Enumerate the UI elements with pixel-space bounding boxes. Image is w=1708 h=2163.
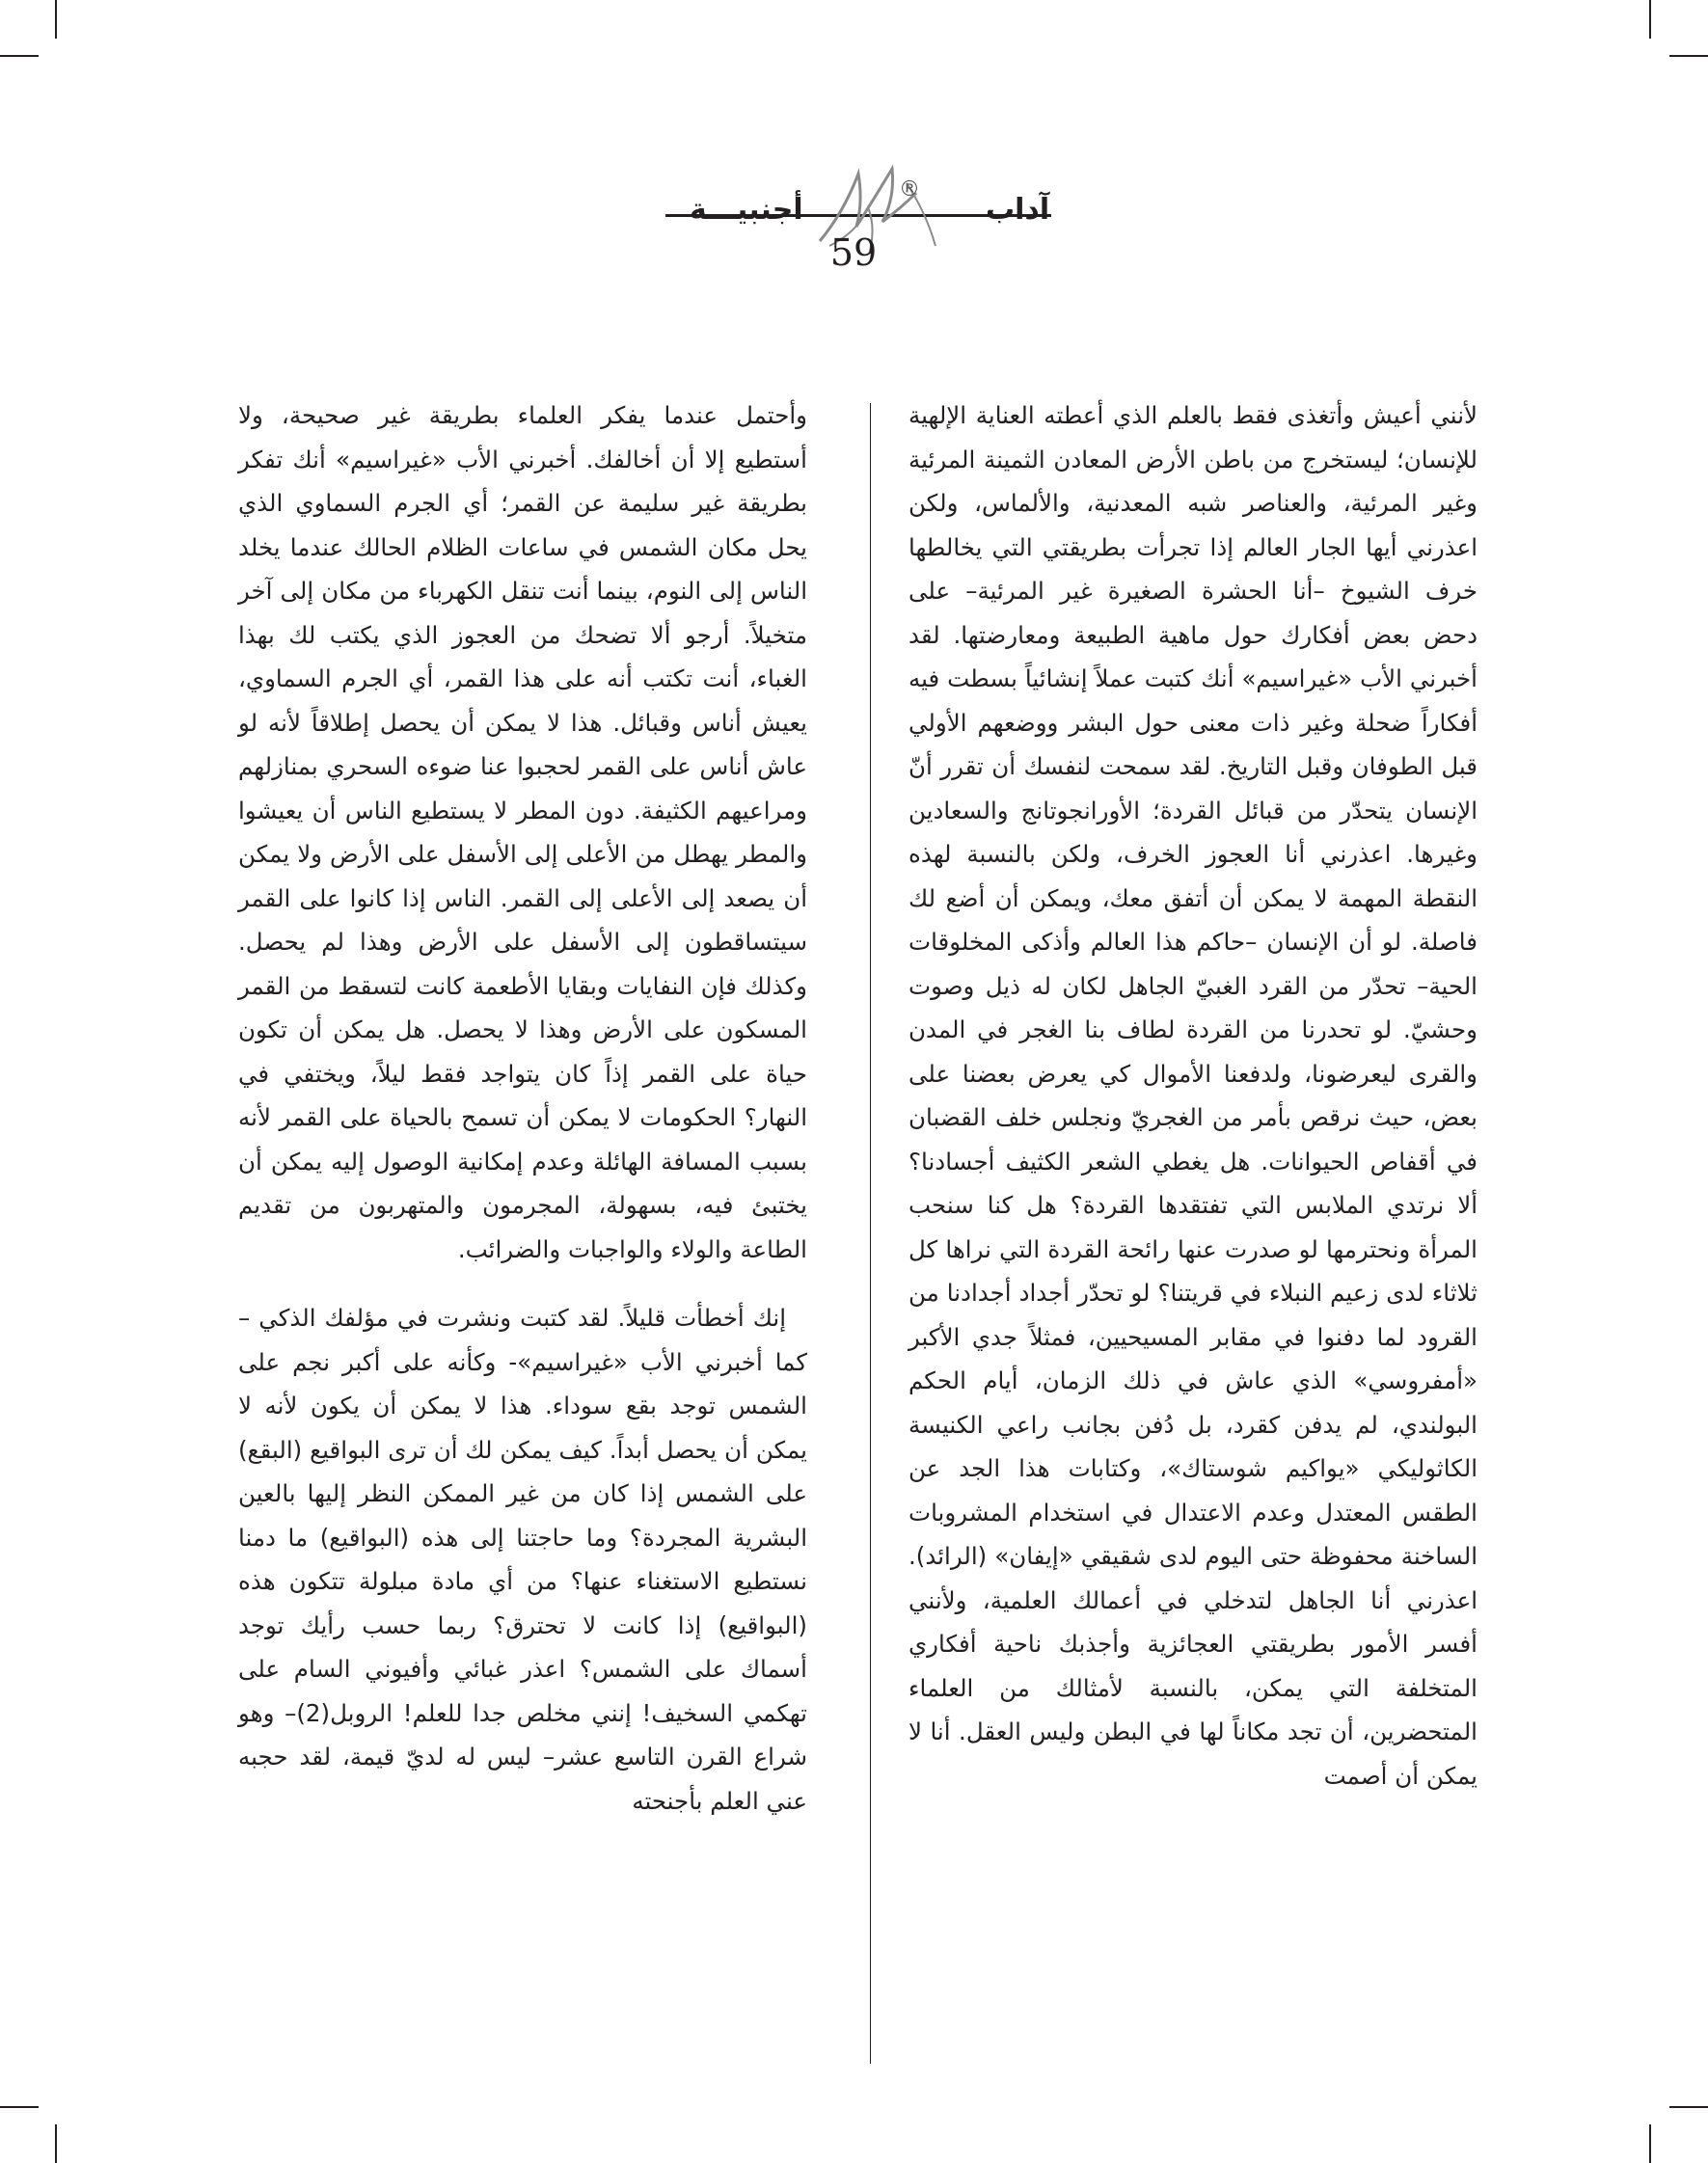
- logo-mark: ®: [899, 177, 920, 202]
- crop-mark: [1649, 0, 1651, 39]
- crop-mark: [55, 2124, 57, 2163]
- crop-mark: [1669, 55, 1708, 57]
- crop-mark: [1669, 2106, 1708, 2108]
- paragraph: وأحتمل عندما يفكر العلماء بطريقة غير صحيحة، ولا أستطيع إلا أن أخالفك. أخبرني الأب «غيراسيم» أنك تفكر بطريقة غير سليمة عن القمر؛ أي الجرم السماوي الذي يحل مكان الشمس في ساعات الظلام الحالك عندما يخلد الناس إلى النوم، بينما أنت تنقل الكهرباء من مكان إلى آخر متخيلاً. أرجو ألا تضحك من العجوز الذي يكتب لك بهذا الغباء، أنت تكتب أنه على هذا القمر، أي الجرم السماوي، يعيش أناس وقبائل. هذا لا يمكن أن يحصل إطلاقاً لأنه لو عاش أناس على القمر لحجبوا عنا ضوءه السحري بمنازلهم ومراعيهم الكثيفة. دون المطر لا يستطيع الناس أن يعيشوا والمطر يهطل من الأعلى إلى الأسفل على الأرض ولا يمكن أن يصعد إلى الأعلى إلى القمر. الناس إذا كانوا على القمر سيتساقطون إلى الأسفل على الأرض وهذا لم يحصل. وكذلك فإن النفايات وبقايا الأطعمة كانت لتسقط من القمر المسكون على الأرض وهذا لا يحصل. هل يمكن أن تكون حياة على القمر إذاً كان يتواجد فقط ليلاً، ويختفي في النهار؟ الحكومات لا يمكن أن تسمح بالحياة على القمر لأنه بسبب المسافة الهائلة وعدم إمكانية الوصول إليه يمكن أن يختبئ فيه، بسهولة، المجرمون والمتهربون من تقديم الطاعة والولاء والواجبات والضرائب.: [238, 401, 807, 1263]
- section-word-literature: آداب: [986, 193, 1050, 227]
- paragraph: إنك أخطأت قليلاً. لقد كتبت ونشرت في مؤلفك الذكي – كما أخبرني الأب «غيراسيم»- وكأنه على أكبر نجم على الشمس توجد بقع سوداء. هذا لا يمكن أن يكون لأنه لا يمكن أن يحصل أبداً. كيف يمكن لك أن ترى البواقيع (البقع) على الشمس إذا كان من غير الممكن النظر إليها بالعين البشرية المجردة؟ وما حاجتنا إلى هذه (البواقيع) ما دمنا نستطيع الاستغناء عنها؟ من أي مادة مبلولة تتكون هذه (البواقيع) إذا كانت لا تحترق؟ ربما حسب رأيك توجد أسماك على الشمس؟ اعذر غبائي وأفيوني السام على تهكمي السخيف! إنني مخلص جدا للعلم! الروبل(2)– وهو شراع القرن التاسع عشر– ليس له لديّ قيمة، لقد حجبه عني العلم بأجنحته: [238, 1304, 807, 1815]
- page-header: [0, 154, 1708, 289]
- crop-mark: [1649, 2124, 1651, 2163]
- crop-mark: [55, 0, 57, 39]
- section-word-foreign: أجنبيـــة: [690, 193, 803, 227]
- page-number: 59: [829, 231, 878, 274]
- paragraph: لأنني أعيش وأتغذى فقط بالعلم الذي أعطته العناية الإلهية للإنسان؛ ليستخرج من باطن الأرض المعادن الثمينة المرئية وغير المرئية، والعناصر شبه المعدنية، والألماس، ولكن اعذرني أيها الجار العالم إذا تجرأت بطريقتي التي يخالطها خرف الشيوخ –أنا الحشرة الصغيرة غير المرئية– على دحض بعض أفكارك حول ماهية الطبيعة ومعارضتها. لقد أخبرني الأب «غيراسيم» أنك كتبت عملاً إنشائياً بسطت فيه أفكاراً ضحلة وغير ذات معنى حول البشر ووضعهم الأولي قبل الطوفان وقبل التاريخ. لقد سمحت لنفسك أن تقرر أنّ الإنسان يتحدّر من قبائل القردة؛ الأورانجوتانج والسعادين وغيرها. اعذرني أنا العجوز الخرف، ولكن بالنسبة لهذه النقطة المهمة لا يمكن أن أتفق معك، ويمكن أن أضع لك فاصلة. لو أن الإنسان –حاكم هذا العالم وأذكى المخلوقات الحية– تحدّر من القرد الغبيّ الجاهل لكان له ذيل وصوت وحشيّ. لو تحدرنا من القردة لطاف بنا الغجر في المدن والقرى ليعرضونا، ولدفعنا الأموال كي يعرض بعضنا على بعض، حيث نرقص بأمر من الغجريّ ونجلس خلف القضبان في أقفاص الحيوانات. هل يغطي الشعر الكثيف أجسادنا؟ ألا نرتدي الملابس التي تفتقدها القردة؟ هل كنا سنحب المرأة ونحترمها لو صدرت عنها رائحة القردة التي نراها كل ثلاثاء لدى زعيم النبلاء في قريتنا؟ لو تحدّر أجداد أجدادنا من القرود لما دفنوا في مقابر المسيحيين، فمثلاً جدي الأكبر «أمفروسي» الذي عاش في ذلك الزمان، أيام الحكم البولندي، لم يدفن كقرد، بل دُفن بجانب راعي الكنيسة الكاثوليكي «يواكيم شوستاك»، وكتابات هذا الجد عن الطقس المعتدل وعدم الاعتدال في استخدام المشروبات الساخنة محفوظة حتى اليوم لدى شقيقي «إيفان» (الرائد). اعذرني أنا الجاهل لتدخلي في أعمالك العلمية، ولأنني أفسر الأمور بطريقتي العجائزية وأجذبك ناحية أفكاري المتخلفة التي يمكن، بالنسبة لأمثالك من العلماء المتحضرين، أن تجد مكاناً لها في البطن وليس العقل. أنا لا يمكن أن أصمت: [908, 401, 1478, 1790]
- crop-mark: [0, 2106, 39, 2108]
- text-column-left: [238, 393, 807, 1823]
- column-divider: [870, 403, 871, 2064]
- text-column-right: [908, 393, 1478, 1798]
- crop-mark: [0, 55, 39, 57]
